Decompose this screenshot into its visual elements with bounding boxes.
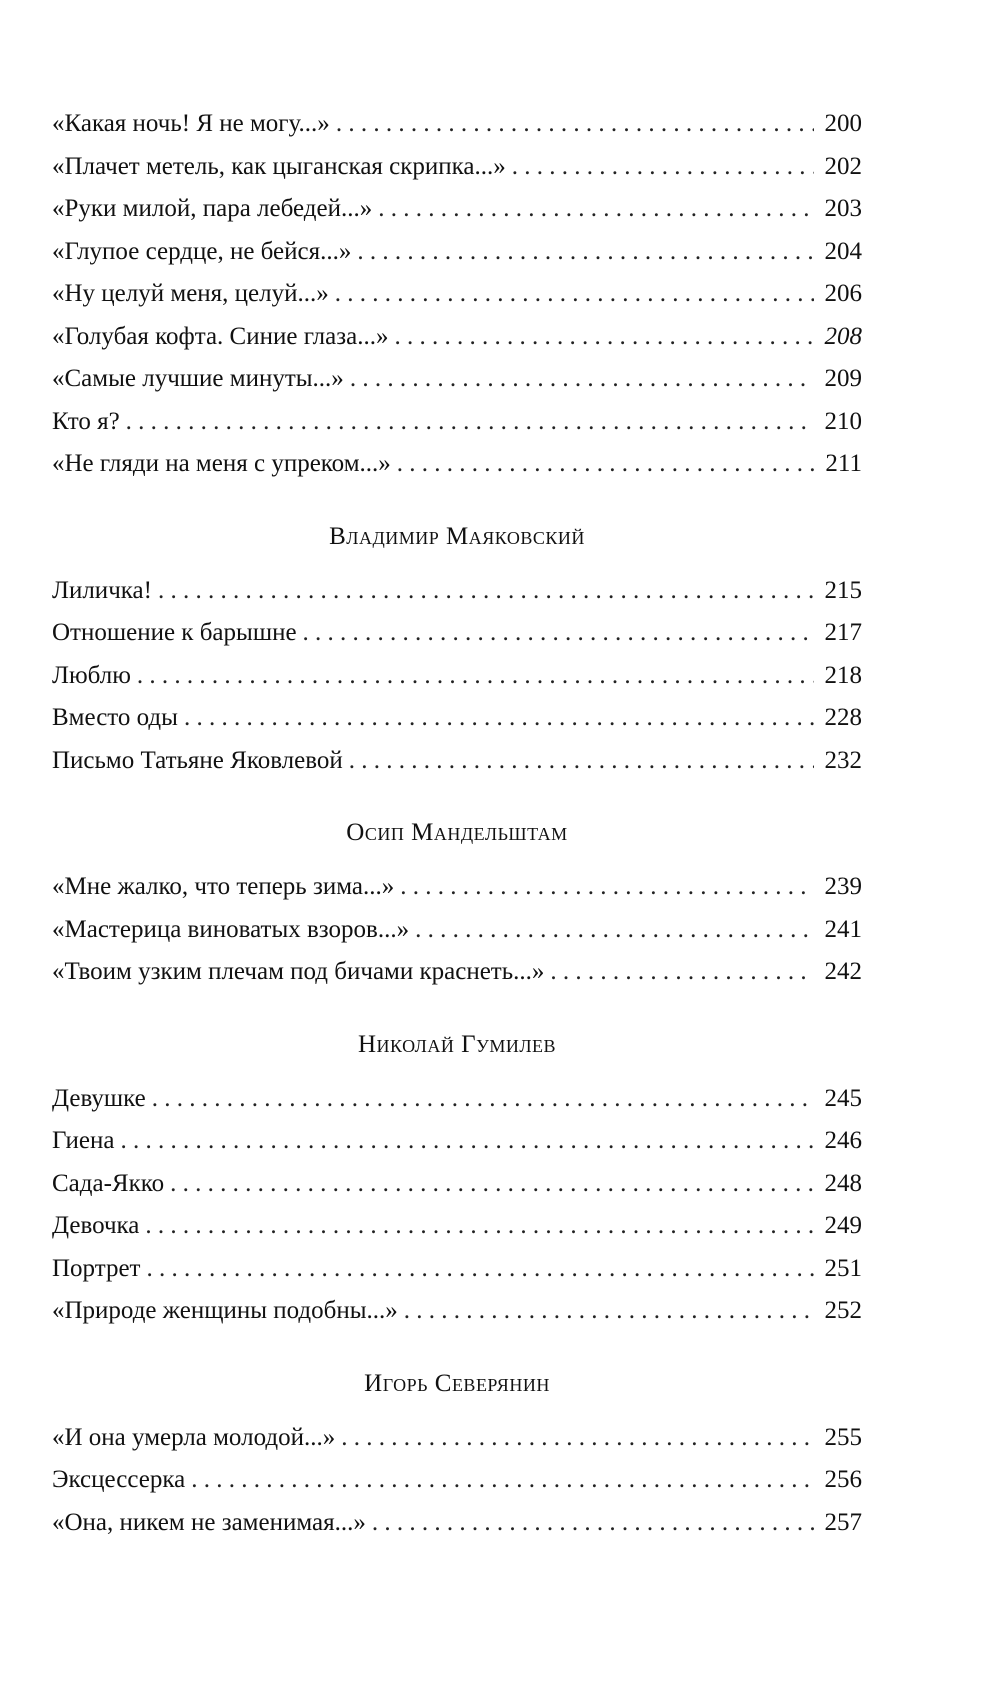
toc-entry [52, 188, 862, 231]
toc-entry [52, 273, 862, 316]
dot-leader [335, 273, 814, 316]
entry-page-number: 203 [824, 195, 862, 222]
entry-title: Портрет [52, 1254, 141, 1282]
entry-page-number: 256 [824, 1466, 862, 1493]
entry-title: Девушке [52, 1084, 146, 1112]
entry-page-number: 202 [824, 152, 862, 180]
dot-leader [146, 1248, 814, 1291]
dot-leader [349, 740, 814, 783]
author-heading: Владимир Маяковский [329, 522, 585, 550]
toc-entry [52, 697, 862, 740]
toc-entry [52, 909, 862, 952]
entry-title: «Природе женщины подобны...» [52, 1297, 398, 1324]
entry-page-number: 218 [824, 661, 862, 689]
toc-entry [52, 1163, 862, 1206]
entry-title: «Голубая кофта. Синие глаза...» [52, 322, 389, 350]
dot-leader [336, 103, 814, 146]
toc-entry [52, 655, 862, 698]
dot-leader [512, 146, 814, 189]
toc-entry [52, 1078, 862, 1121]
entry-page-number: 241 [824, 915, 862, 943]
dot-leader [170, 1163, 814, 1206]
entry-page-number: 251 [824, 1254, 862, 1282]
dot-leader [404, 1290, 814, 1333]
entry-page-number: 204 [824, 237, 862, 265]
dot-leader [415, 909, 814, 952]
entry-title: «Мастерица виноватых взоров...» [52, 915, 410, 943]
dot-leader [357, 231, 814, 274]
entry-title: «Самые лучшие минуты...» [52, 365, 344, 392]
entry-page-number: 208 [824, 322, 862, 350]
toc-entry [52, 358, 862, 401]
dot-leader [191, 1459, 814, 1502]
dot-leader [184, 697, 814, 740]
entry-title: «Какая ночь! Я не могу...» [52, 110, 330, 137]
entry-page-number: 242 [824, 958, 862, 985]
dot-leader [372, 1502, 814, 1545]
toc-entry [52, 443, 862, 486]
entry-title: Лиличка! [52, 576, 152, 604]
dot-leader [350, 358, 814, 401]
entry-title: «Мне жалко, что теперь зима...» [52, 873, 395, 900]
entry-title: «Твоим узким плечам под бичами краснеть...» [52, 958, 545, 985]
entry-page-number: 257 [824, 1508, 862, 1536]
toc-entry [52, 1248, 862, 1291]
toc-entry [52, 316, 862, 359]
entry-page-number: 252 [824, 1297, 862, 1324]
entry-page-number: 246 [824, 1127, 862, 1154]
toc-entry [52, 612, 862, 655]
dot-leader [303, 612, 814, 655]
dot-leader [158, 570, 814, 613]
dot-leader [126, 401, 814, 444]
entry-title: Письмо Татьяне Яковлевой [52, 746, 343, 774]
entry-page-number: 248 [824, 1169, 862, 1197]
toc-entry [52, 103, 862, 146]
entry-page-number: 228 [824, 704, 862, 731]
dot-leader [378, 188, 814, 231]
dot-leader [152, 1078, 814, 1121]
author-heading: Осип Мандельштам [346, 819, 568, 846]
entry-title: Вместо оды [52, 704, 178, 731]
entry-title: Девочка [52, 1212, 140, 1239]
toc-entry [52, 1120, 862, 1163]
entry-title: «И она умерла молодой...» [52, 1423, 336, 1451]
toc-section-continuation [52, 103, 862, 486]
entry-title: Сада-Якко [52, 1169, 165, 1197]
dot-leader [341, 1417, 814, 1460]
author-heading: Игорь Северянин [364, 1369, 550, 1397]
toc-entry [52, 401, 862, 444]
entry-page-number: 249 [824, 1212, 862, 1239]
entry-page-number: 232 [824, 746, 862, 774]
entry-title: «Не гляди на меня с упреком...» [52, 450, 391, 477]
toc-entry [52, 951, 862, 994]
dot-leader [550, 951, 814, 994]
entry-title: Кто я? [52, 407, 120, 435]
entry-title: «Она, никем не заменимая...» [52, 1508, 366, 1536]
dot-leader [397, 443, 814, 486]
dot-leader [400, 866, 814, 909]
toc-entry [52, 570, 862, 613]
dot-leader [120, 1120, 814, 1163]
toc-section-mayakovsky [52, 514, 862, 783]
entry-title: Люблю [52, 661, 131, 689]
entry-title: «Глупое сердце, не бейся...» [52, 237, 352, 265]
entry-page-number: 217 [824, 619, 862, 646]
toc-entry [52, 1205, 862, 1248]
entry-page-number: 239 [824, 873, 862, 900]
table-of-contents-page [52, 103, 862, 1544]
author-heading: Николай Гумилев [357, 1030, 557, 1058]
toc-entry [52, 1502, 862, 1545]
dot-leader [394, 316, 814, 359]
toc-entry [52, 146, 862, 189]
entry-page-number: 200 [824, 110, 862, 137]
dot-leader [145, 1205, 814, 1248]
entry-page-number: 211 [825, 450, 862, 477]
entry-page-number: 209 [824, 365, 862, 392]
toc-section-gumilev [52, 1022, 862, 1333]
entry-title: «Плачет метель, как цыганская скрипка...» [52, 152, 506, 180]
dot-leader [137, 655, 814, 698]
toc-section-mandelstam [52, 810, 862, 994]
toc-entry [52, 1459, 862, 1502]
toc-entry [52, 1290, 862, 1333]
entry-title: Отношение к барышне [52, 619, 297, 646]
toc-entry [52, 740, 862, 783]
entry-title: «Руки милой, пара лебедей...» [52, 195, 373, 222]
entry-page-number: 215 [824, 576, 862, 604]
toc-entry [52, 866, 862, 909]
toc-section-severyanin [52, 1361, 862, 1545]
entry-page-number: 206 [824, 280, 862, 307]
entry-page-number: 210 [824, 407, 862, 435]
entry-title: Гиена [52, 1127, 115, 1154]
entry-title: Эксцессерка [52, 1466, 186, 1493]
entry-page-number: 245 [824, 1084, 862, 1112]
entry-title: «Ну целуй меня, целуй...» [52, 280, 329, 307]
toc-entry [52, 1417, 862, 1460]
entry-page-number: 255 [824, 1423, 862, 1451]
toc-entry [52, 231, 862, 274]
